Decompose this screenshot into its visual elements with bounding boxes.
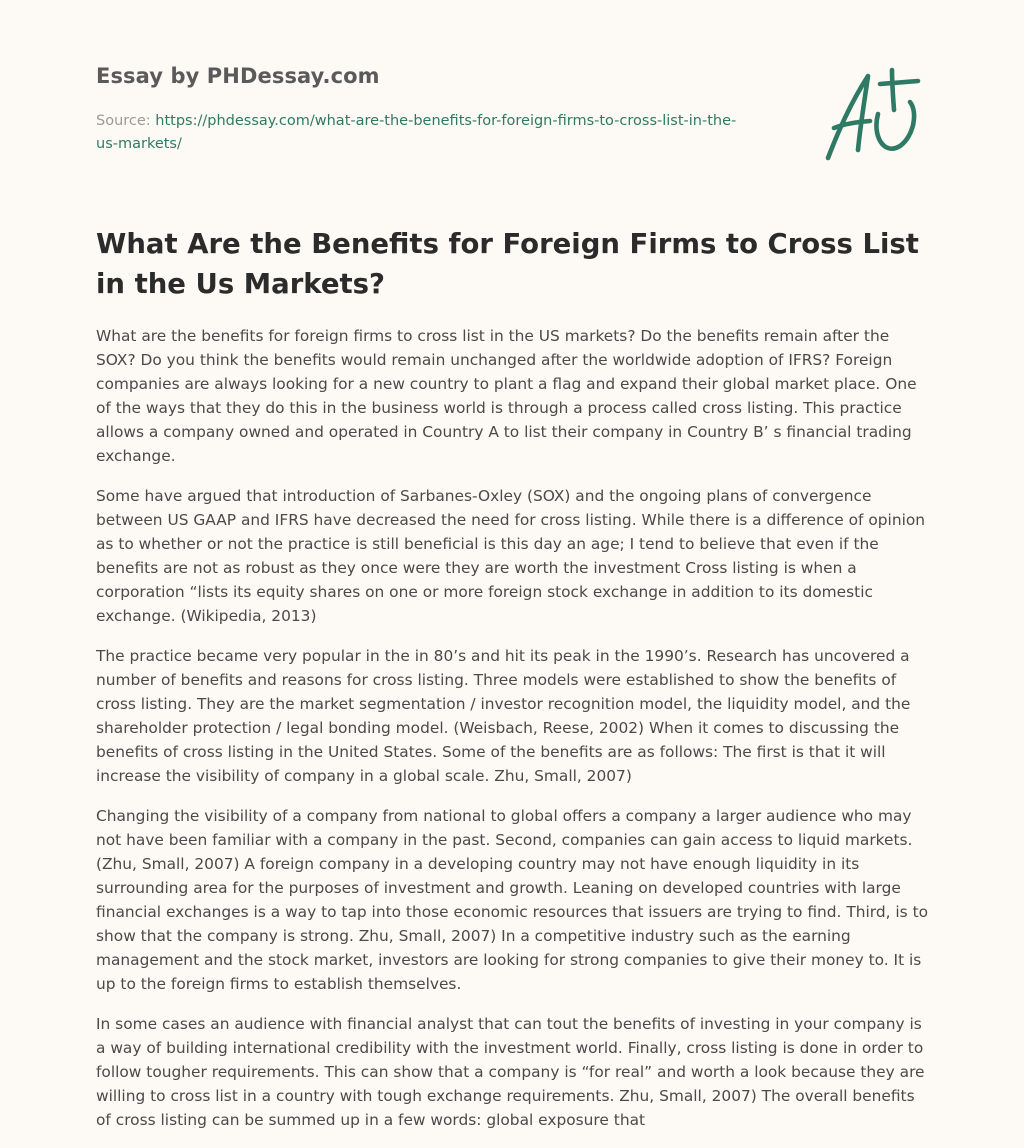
source-label: Source: — [96, 113, 156, 129]
paragraph: Some have argued that introduction of Sarbanes-Oxley (SOX) and the ongoing plans of convergence between US GAAP and IFRS have decreased the need for cross listing. While there is a difference of opinion as to whether or not the practice is still beneficial is this day an age; I tend to believe that even if the benefits are not as robust as they once were they are worth the investment Cross listing is when a corporation “lists its equity shares on one or more foreign stock exchange in addition to its domestic exchange. (Wikipedia, 2013) — [96, 487, 926, 625]
essay-title: What Are the Benefits for Foreign Firms to Cross List in the Us Markets? — [96, 228, 919, 300]
page-header — [96, 0, 928, 170]
paragraph: The practice became very popular in the in 80’s and hit its peak in the 1990’s. Research has uncovered a number of benefits and reasons for cross listing. Three models were established to show the benefits of cross listing. They are the market segmentation / investor recognition model, the liquidity model, and the shareholder protection / legal bonding model. (Weisbach, Reese, 2002) When it comes to discussing the benefits of cross listing in the United States. Some of the benefits are as follows: The first is that it will increase the visibility of company in a global scale. Zhu, Small, 2007) — [96, 647, 911, 785]
source-link[interactable]: https://phdessay.com/what-are-the-benefits-for-foreign-firms-to-cross-list-in-the-us-markets/ — [96, 113, 737, 152]
paragraph: What are the benefits for foreign firms to cross list in the US markets? Do the benefits remain after the SOX? Do you think the benefits would remain unchanged after the worldwide adoption of IFRS? Foreign companies are always looking for a new country to plant a flag and expand their global market place. One of the ways that they do this in the business world is through a process called cross listing. This practice allows a company owned and operated in Country A to list their company in Country B’ s financial trading exchange. — [96, 327, 917, 465]
paragraph: Changing the visibility of a company from national to global offers a company a larger audience who may not have been familiar with a company in the past. Second, companies can gain access to liquid markets. (Zhu, Small, 2007) A foreign company in a developing country may not have enough liquidity in its surrounding area for the purposes of investment and growth. Leaning on developed countries with large financial exchanges is a way to tap into those economic resources that issuers are trying to find. Third, is to show that the company is strong. Zhu, Small, 2007) In a competitive industry such as the earning management and the stock market, investors are looking for strong companies to give their money to. It is up to the foreign firms to establish themselves. — [96, 807, 929, 993]
paragraph: In some cases an audience with financial analyst that can tout the benefits of investing in your company is a way of building international credibility with the investment world. Finally, cross listing is done in order to follow tougher requirements. This can show that a company is “for real” and worth a look because they are willing to cross list in a country with tough exchange requirements. Zhu, Small, 2007) The overall benefits of cross listing can be summed up in a few words: global exposure that — [96, 1015, 925, 1129]
source-line — [96, 110, 756, 156]
a-plus-logo-icon — [822, 66, 926, 166]
brand-name: Essay by PHDessay.com — [96, 64, 380, 88]
essay-body — [96, 324, 932, 1148]
